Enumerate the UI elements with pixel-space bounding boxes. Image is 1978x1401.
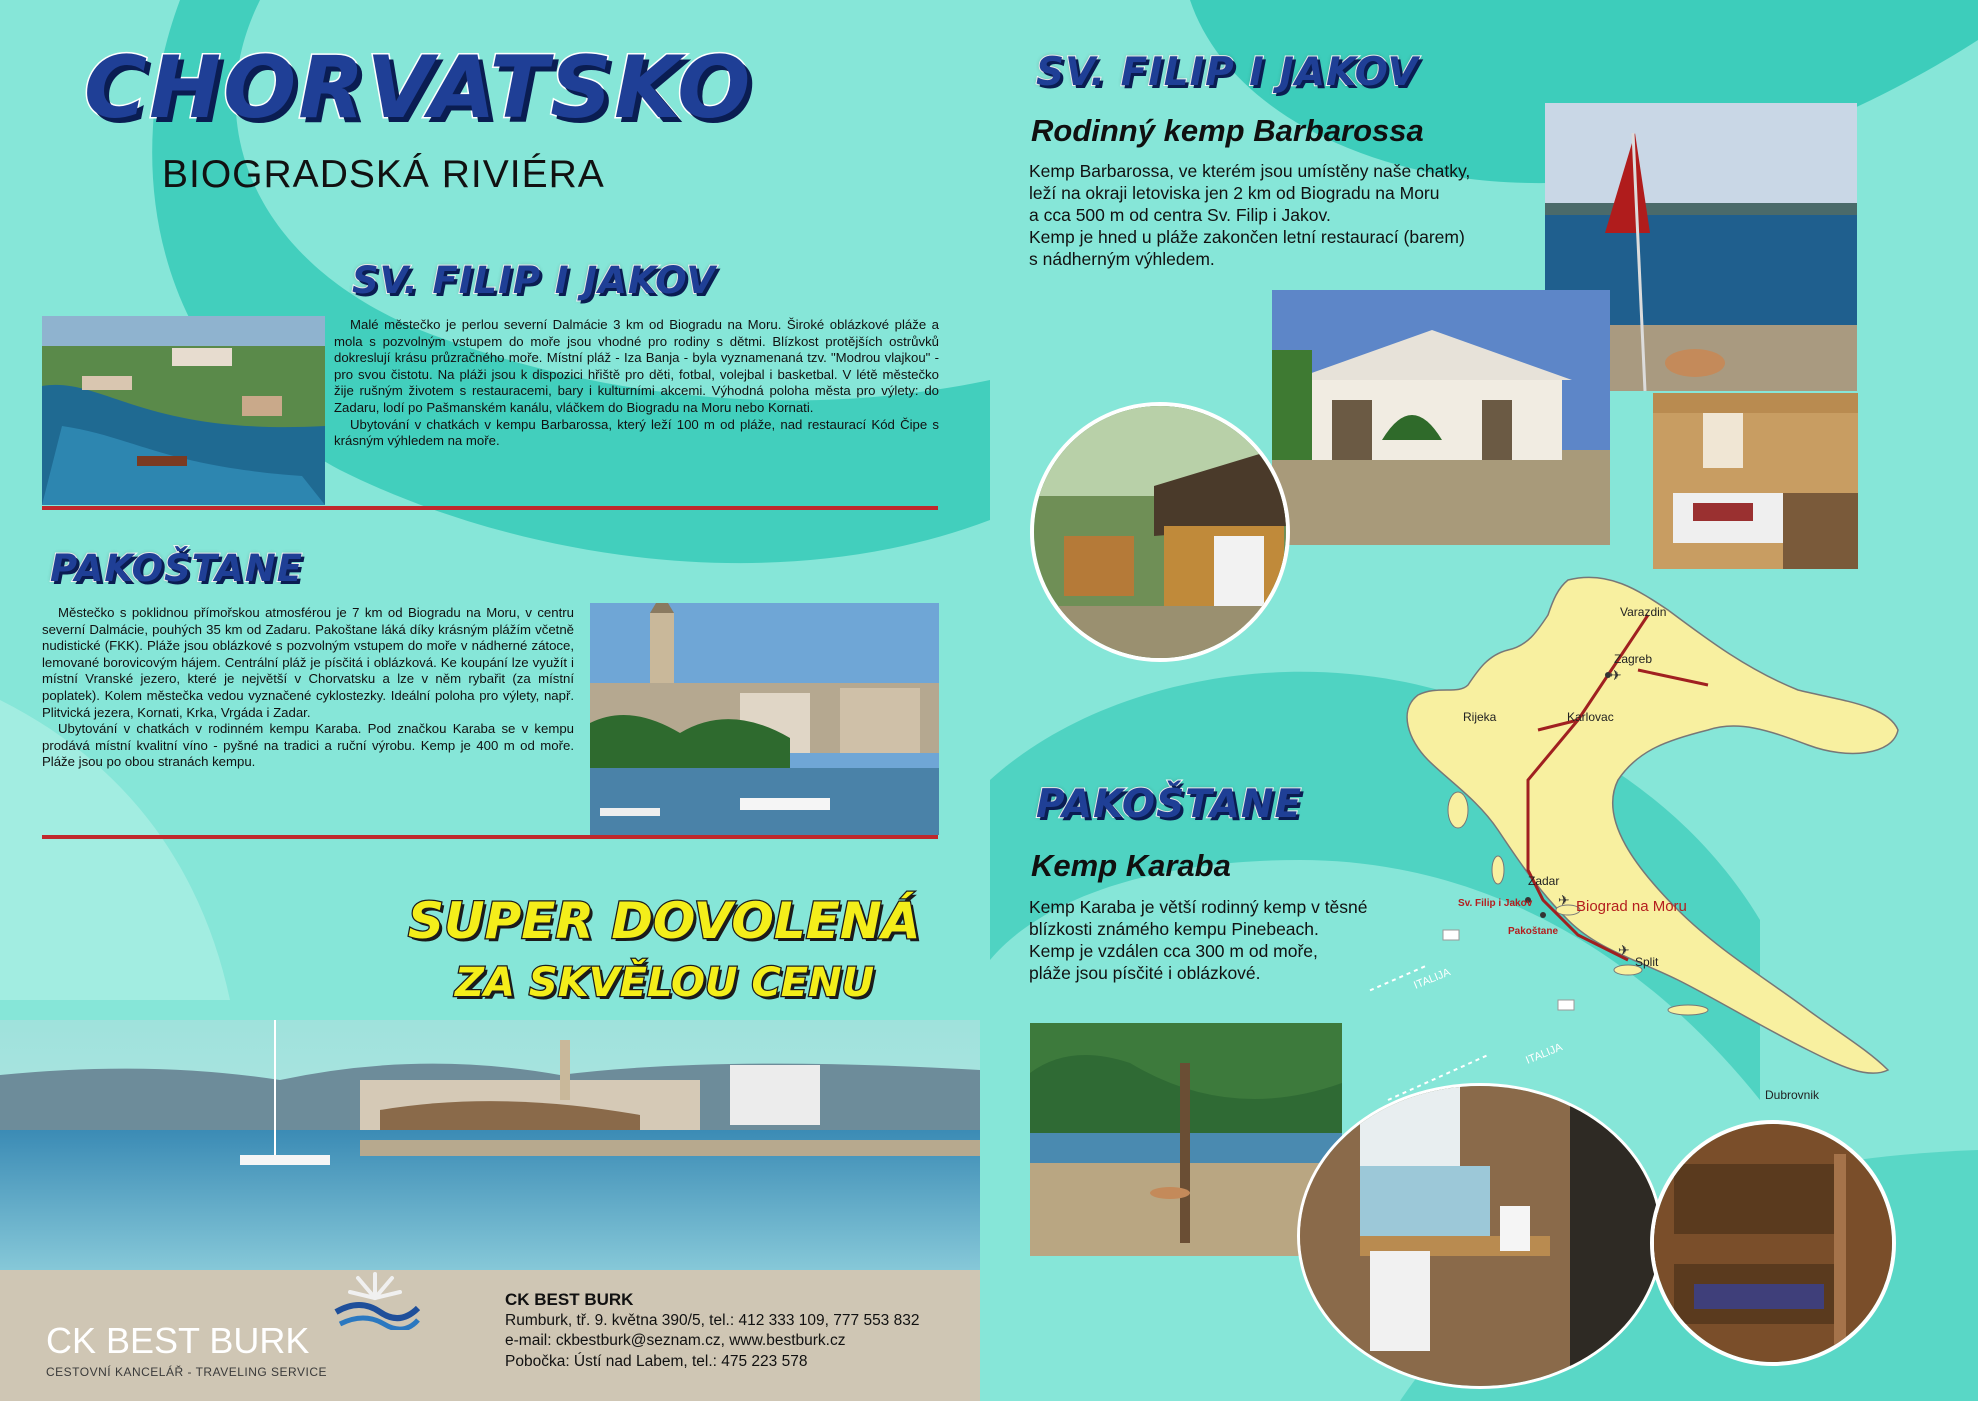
right-heading-pakostane: PAKOŠTANE bbox=[1036, 782, 1303, 827]
text-barbarossa-l2: leží na okraji letoviska jen 2 km od Biogradu na Moru bbox=[1029, 183, 1440, 203]
text-karaba-l4: pláže jsou písčité i oblázkové. bbox=[1029, 963, 1261, 983]
promo-line-2: ZA SKVĚLOU CENU bbox=[455, 960, 875, 1006]
text-filip-p2: Ubytování v chatkách v kempu Barbarossa, který leží 100 m od pláže, nad restaurací Kód Čipe s krásným výhledem na moře. bbox=[334, 416, 939, 449]
footer-address: Rumburk, tř. 9. května 390/5, tel.: 412 333 109, 777 553 832 bbox=[505, 1311, 920, 1329]
photo-biograd-coast bbox=[0, 1020, 980, 1270]
logo-tagline: CESTOVNÍ KANCELÁŘ - TRAVELING SERVICE bbox=[46, 1365, 328, 1379]
text-pakostane bbox=[42, 605, 574, 771]
map-sea-label-2: ITALIJA bbox=[1524, 1041, 1565, 1067]
photo-cabin-interior bbox=[1653, 393, 1858, 569]
footer-contact bbox=[505, 1290, 919, 1372]
main-title: CHORVATSKO bbox=[84, 38, 753, 138]
promo-line-1: SUPER DOVOLENÁ bbox=[408, 892, 921, 950]
text-barbarossa-l3: a cca 500 m od centra Sv. Filip i Jakov. bbox=[1029, 205, 1331, 225]
map-city-biograd: Biograd na Moru bbox=[1576, 898, 1687, 915]
right-subheading-karaba: Kemp Karaba bbox=[1031, 848, 1231, 883]
map-sea-label-1: ITALIJA bbox=[1412, 966, 1453, 992]
footer-email: e-mail: ckbestburk@seznam.cz, www.bestburk.cz bbox=[505, 1332, 846, 1349]
photo-camp-house bbox=[1272, 290, 1610, 545]
text-barbarossa-l4: Kemp je hned u pláže zakončen letní restaurací (barem) bbox=[1029, 227, 1465, 247]
text-karaba-l1: Kemp Karaba je větší rodinný kemp v těsné bbox=[1029, 897, 1368, 917]
map-city-zadar: Zadar bbox=[1528, 874, 1560, 888]
right-subheading-barbarossa: Rodinný kemp Barbarossa bbox=[1031, 113, 1424, 148]
text-karaba bbox=[1029, 896, 1389, 984]
right-heading-filip: SV. FILIP I JAKOV bbox=[1036, 50, 1419, 95]
map-city-dubrovnik: Dubrovnik bbox=[1765, 1088, 1820, 1102]
text-karaba-l2: blízkosti známého kempu Pinebeach. bbox=[1029, 919, 1319, 939]
red-rule-2 bbox=[42, 835, 938, 839]
logo-sun-icon bbox=[330, 1268, 420, 1330]
map-city-zagreb: Zagreb bbox=[1614, 652, 1653, 666]
photo-karaba-beach bbox=[1030, 1023, 1342, 1256]
photo-wooden-cabin-round bbox=[1030, 402, 1290, 662]
photo-karaba-kitchen bbox=[1297, 1083, 1663, 1389]
footer-branch: Pobočka: Ústí nad Labem, tel.: 475 223 578 bbox=[505, 1352, 808, 1370]
map-city-karlovac: Karlovac bbox=[1567, 710, 1614, 724]
text-barbarossa-l1: Kemp Barbarossa, ve kterém jsou umístěny naše chatky, bbox=[1029, 161, 1471, 181]
text-pakostane-p2: Ubytování v chatkách v rodinném kempu Karaba. Pod značkou Karaba se v kempu prodává místní kvalitní víno - pyšné na tradici a ruční výrobu. Kemp je 400 m od moře. Pláže jsou po obou stranách kempu. bbox=[42, 721, 574, 770]
text-filip bbox=[334, 317, 939, 450]
map-city-split: Split bbox=[1635, 955, 1659, 969]
map-city-pakostane: Pakoštane bbox=[1508, 926, 1559, 937]
svg-text:✈: ✈ bbox=[1558, 892, 1570, 908]
photo-filip-aerial bbox=[42, 316, 325, 505]
map-city-varazdin: Varazdin bbox=[1620, 605, 1667, 619]
map-city-rijeka: Rijeka bbox=[1463, 710, 1497, 724]
photo-karaba-bunkbeds bbox=[1650, 1120, 1896, 1366]
map-croatia bbox=[1368, 570, 1938, 1130]
text-barbarossa-l5: s nádherným výhledem. bbox=[1029, 249, 1215, 269]
photo-pakostane-harbour bbox=[590, 603, 939, 835]
svg-text:✈: ✈ bbox=[1618, 942, 1630, 958]
text-karaba-l3: Kemp je vzdálen cca 300 m od moře, bbox=[1029, 941, 1318, 961]
footer-company: CK BEST BURK bbox=[505, 1290, 634, 1309]
section-heading-filip: SV. FILIP I JAKOV bbox=[352, 259, 716, 302]
red-rule-1 bbox=[42, 506, 938, 510]
logo-name: CK BEST BURK bbox=[46, 1320, 310, 1361]
section-heading-pakostane: PAKOŠTANE bbox=[50, 547, 304, 590]
text-barbarossa bbox=[1029, 160, 1569, 270]
text-pakostane-p1: Městečko s poklidnou přímořskou atmosférou je 7 km od Biogradu na Moru, v centru severní Dalmácie, pouhých 35 km od Zadaru. Pakoštane láká díky krásným plážím včetně nudistické (FKK). Pláže jsou oblázkové s pozvolným vstupem do moře v nádherné zátoce, lemované borovicovým hájem. Centrální pláž je písčitá i oblázková. Ke koupání lze využít i místní Vranské jezero, které je největší v Chorvatsku a lze v něm rybařit (za místní poplatek). Kolem městečka vedou vyznačené cyklostezky. Ideální poloha pro výlety, např. Plitvická jezera, Kornati, Krka, Vrgáda i Zadar. bbox=[42, 605, 574, 720]
svg-text:✈: ✈ bbox=[1610, 667, 1622, 683]
main-subtitle: BIOGRADSKÁ RIVIÉRA bbox=[162, 153, 605, 196]
map-city-filip: Sv. Filip i Jakov bbox=[1458, 898, 1533, 909]
text-filip-p1: Malé městečko je perlou severní Dalmácie 3 km od Biogradu na Moru. Široké oblázkové pláže a mola s pozvolným vstupem do moře jsou vhodné pro rodiny s dětmi. Blízkost protějších ostrůvků dokreslují krásu průzračného moře. Místní pláž - Iza Banja - byla vyznamenaná tzv. "Modrou vlajkou" - pro svou čistotu. Na pláži jsou k dispozici hřiště pro děti, fotbal, volejbal i basketbal. V létě městečko žije rušným životem s restauracemi, bary i kulturními akcemi. Výhodná poloha města pro výlety: do Zadaru, lodí po Pašmanském kanálu, vláčkem do Biogradu na Moru nebo Kornati. bbox=[334, 317, 939, 415]
